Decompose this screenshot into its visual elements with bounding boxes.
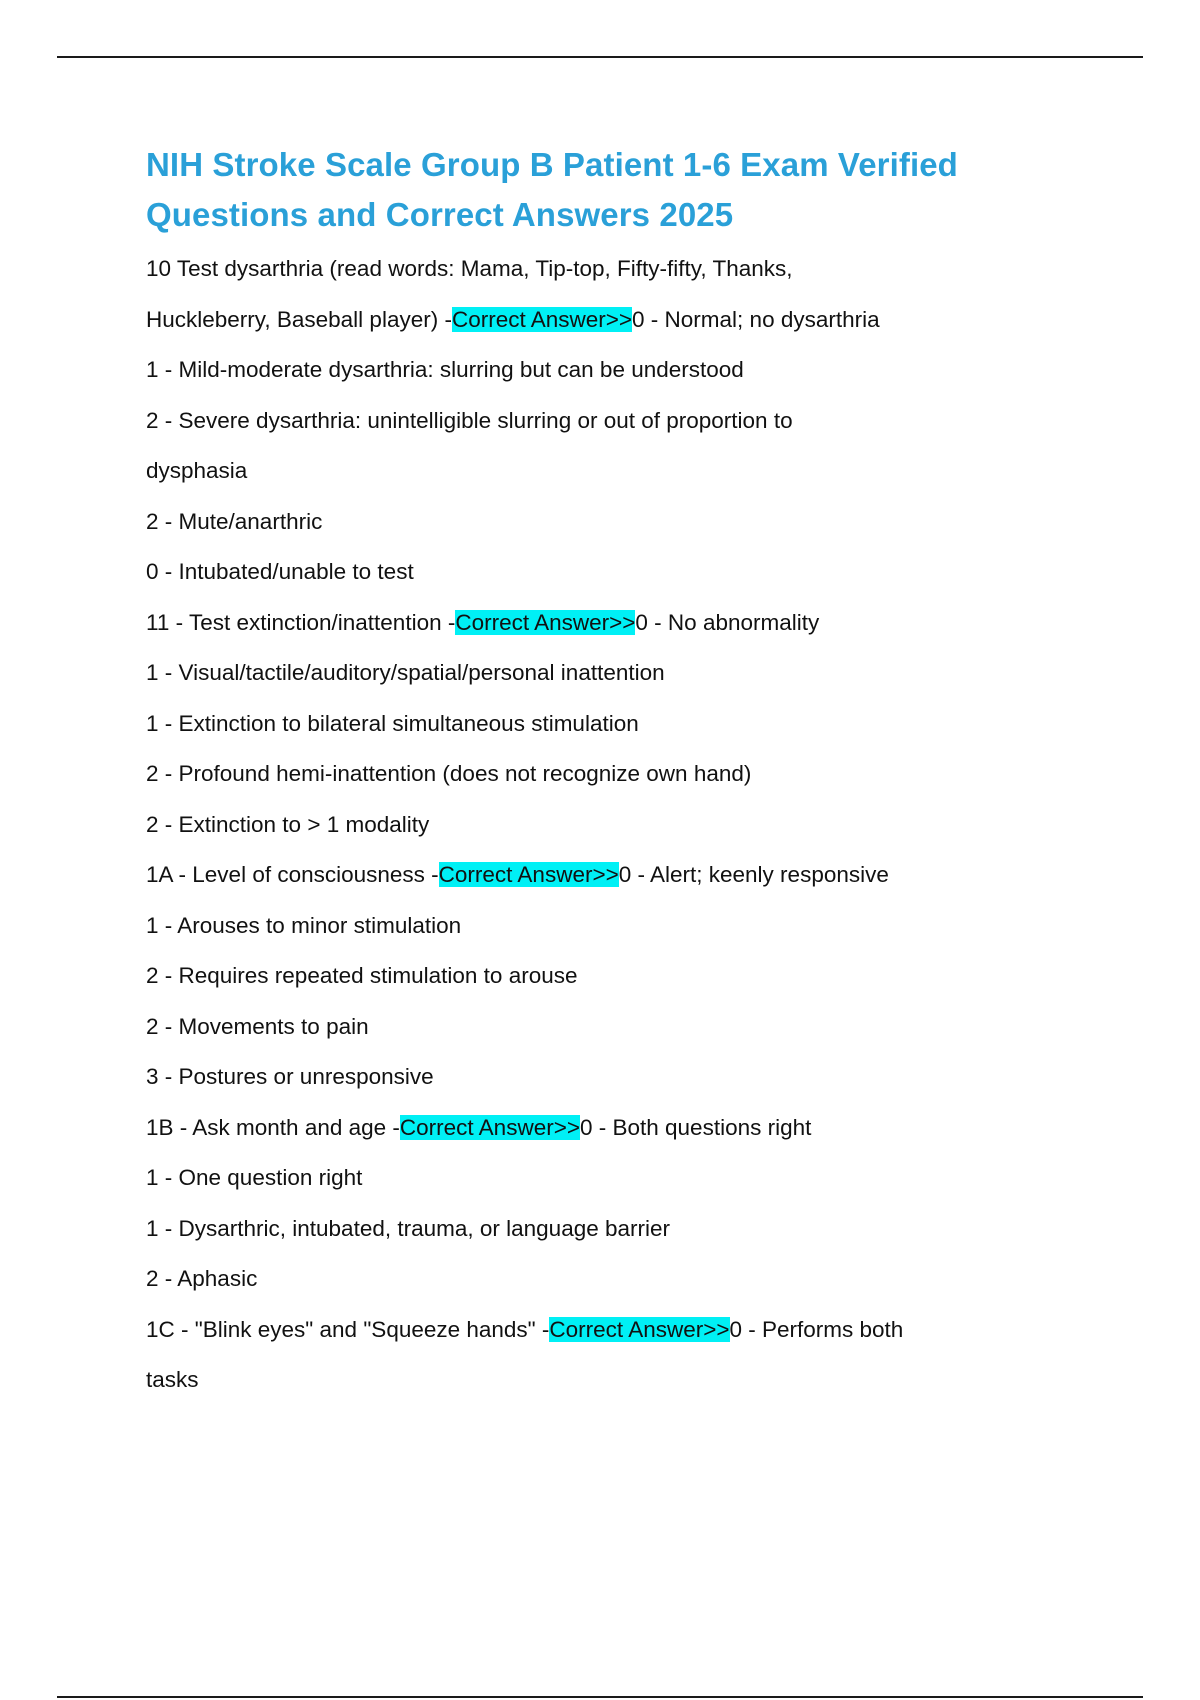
line-text: 2 - Aphasic bbox=[146, 1266, 258, 1291]
answer-text: 0 - Alert; keenly responsive bbox=[618, 862, 889, 887]
text-line bbox=[146, 1002, 1046, 1053]
line-text: 2 - Requires repeated stimulation to arouse bbox=[146, 963, 578, 988]
text-line bbox=[146, 648, 1046, 699]
header-rule bbox=[57, 56, 1143, 58]
text-line bbox=[146, 850, 1046, 901]
line-text: 1 - Mild-moderate dysarthria: slurring but can be understood bbox=[146, 357, 744, 382]
text-line bbox=[146, 598, 1046, 649]
line-text: 1A - Level of consciousness - bbox=[146, 862, 439, 887]
title-line-1: NIH Stroke Scale Group B Patient 1-6 Exam Verified bbox=[146, 146, 958, 183]
text-line bbox=[146, 244, 1046, 295]
title-line-2: Questions and Correct Answers 2025 bbox=[146, 196, 734, 233]
text-line bbox=[146, 497, 1046, 548]
text-line bbox=[146, 749, 1046, 800]
text-line bbox=[146, 800, 1046, 851]
correct-answer-highlight: Correct Answer>> bbox=[451, 306, 633, 332]
line-text: 1 - Dysarthric, intubated, trauma, or language barrier bbox=[146, 1215, 671, 1241]
correct-answer-highlight: Correct Answer>> bbox=[399, 1114, 580, 1140]
text-line bbox=[146, 699, 1046, 750]
line-text: 1B - Ask month and age - bbox=[146, 1114, 400, 1140]
text-line bbox=[146, 446, 1046, 497]
answer-text: 0 - Both questions right bbox=[579, 1114, 812, 1140]
line-text: 1 - Arouses to minor stimulation bbox=[146, 912, 462, 938]
line-text: 1C - "Blink eyes" and "Squeeze hands" - bbox=[146, 1316, 550, 1342]
line-text: dysphasia bbox=[146, 458, 248, 483]
correct-answer-highlight: Correct Answer>> bbox=[455, 609, 636, 635]
line-text: 10 Test dysarthria (read words: Mama, Tip-top, Fifty-fifty, Thanks, bbox=[146, 256, 793, 281]
text-line bbox=[146, 1153, 1046, 1204]
text-line bbox=[146, 1305, 1046, 1356]
line-text: 2 - Profound hemi-inattention (does not recognize own hand) bbox=[146, 761, 752, 786]
line-text: 1 - Extinction to bilateral simultaneous stimulation bbox=[146, 710, 639, 736]
page-title bbox=[146, 140, 1046, 240]
text-line bbox=[146, 1204, 1046, 1255]
line-text: 2 - Severe dysarthria: unintelligible slurring or out of proportion to bbox=[146, 407, 793, 433]
line-text: Huckleberry, Baseball player) - bbox=[146, 306, 452, 332]
text-line bbox=[146, 396, 1046, 447]
line-text: 3 - Postures or unresponsive bbox=[146, 1064, 434, 1089]
text-line bbox=[146, 1103, 1046, 1154]
text-line bbox=[146, 1254, 1046, 1305]
line-text: 0 - Intubated/unable to test bbox=[146, 559, 414, 584]
line-text: 2 - Movements to pain bbox=[146, 1013, 369, 1039]
text-line bbox=[146, 901, 1046, 952]
line-text: 2 - Extinction to > 1 modality bbox=[146, 811, 430, 837]
answer-text: 0 - No abnormality bbox=[635, 609, 820, 635]
text-line bbox=[146, 345, 1046, 396]
line-text: 2 - Mute/anarthric bbox=[146, 508, 323, 534]
correct-answer-highlight: Correct Answer>> bbox=[549, 1316, 730, 1342]
answer-text: 0 - Normal; no dysarthria bbox=[632, 306, 880, 332]
text-line bbox=[146, 951, 1046, 1002]
qa-text-block bbox=[146, 244, 1046, 1406]
text-line bbox=[146, 295, 1046, 346]
line-text: tasks bbox=[146, 1367, 199, 1392]
answer-text: 0 - Performs both bbox=[729, 1316, 904, 1342]
document-body bbox=[146, 140, 1046, 1406]
line-text: 11 - Test extinction/inattention - bbox=[146, 609, 456, 635]
footer-rule bbox=[57, 1696, 1143, 1698]
text-line bbox=[146, 547, 1046, 598]
text-line bbox=[146, 1355, 1046, 1406]
line-text: 1 - Visual/tactile/auditory/spatial/personal inattention bbox=[146, 660, 665, 685]
text-line bbox=[146, 1052, 1046, 1103]
line-text: 1 - One question right bbox=[146, 1165, 363, 1190]
correct-answer-highlight: Correct Answer>> bbox=[438, 862, 619, 887]
